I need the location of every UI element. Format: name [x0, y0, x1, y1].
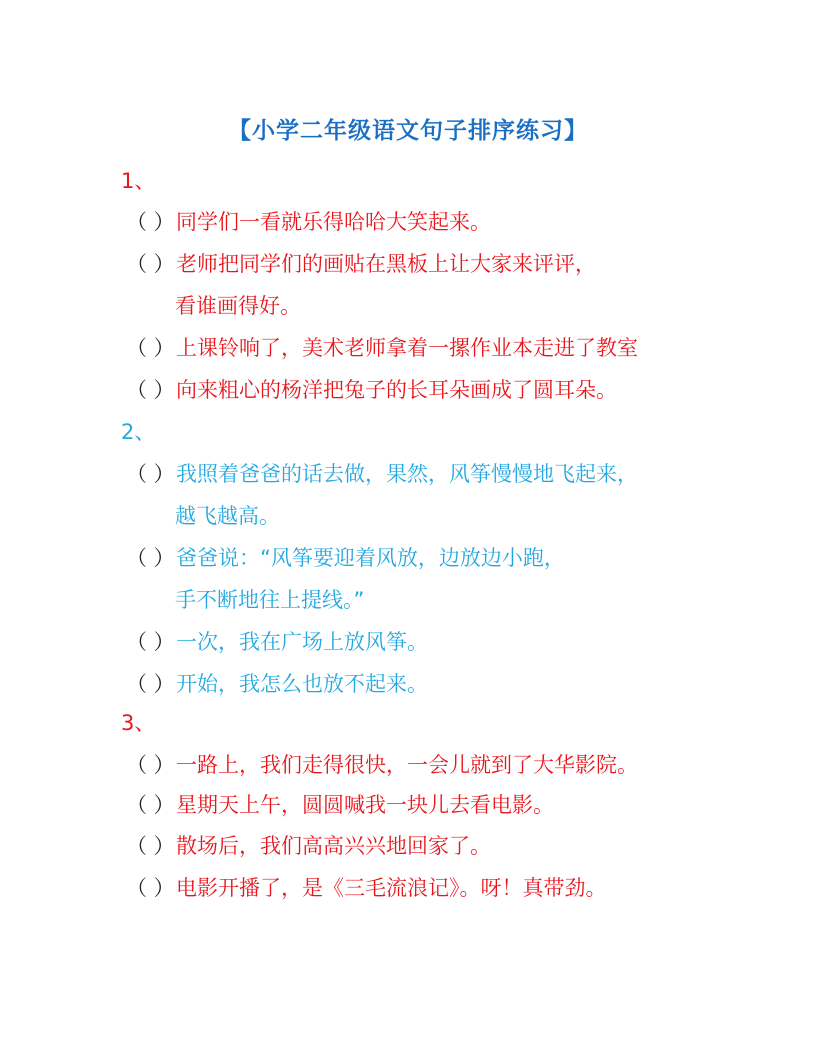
- sentence-text: 向来粗心的杨洋把兔子的长耳朵画成了圆耳朵。: [176, 378, 617, 402]
- sentence-text: 爸爸说：“风筝要迎着风放，边放边小跑，: [176, 546, 565, 570]
- section-number-1: 1、: [121, 169, 156, 193]
- answer-bracket[interactable]: （ ）: [126, 336, 175, 360]
- sentence-text: 一次，我在广场上放风筝。: [176, 630, 428, 654]
- section-number-3: 3、: [121, 711, 156, 735]
- answer-bracket[interactable]: （ ）: [126, 630, 175, 654]
- answer-bracket[interactable]: （ ）: [126, 462, 175, 486]
- list-item: [126, 628, 428, 656]
- answer-bracket[interactable]: （ ）: [126, 210, 175, 234]
- list-item: [126, 334, 638, 362]
- sentence-continuation: 越飞越高。: [175, 504, 280, 528]
- answer-bracket[interactable]: （ ）: [126, 546, 175, 570]
- list-item: [126, 544, 565, 572]
- list-item: [126, 874, 607, 902]
- sentence-text: 我照着爸爸的话去做，果然，风筝慢慢地飞起来，: [176, 462, 638, 486]
- answer-bracket[interactable]: （ ）: [126, 876, 175, 900]
- sentence-continuation: 看谁画得好。: [175, 294, 301, 318]
- sentence-text: 老师把同学们的画贴在黑板上让大家来评评，: [176, 252, 596, 276]
- answer-bracket[interactable]: （ ）: [126, 834, 175, 858]
- answer-bracket[interactable]: （ ）: [126, 252, 175, 276]
- list-item: [126, 832, 491, 860]
- section-number-2: 2、: [121, 420, 156, 444]
- sentence-text: 同学们一看就乐得哈哈大笑起来。: [176, 210, 491, 234]
- list-item: [126, 460, 638, 488]
- list-item: [126, 670, 428, 698]
- answer-bracket[interactable]: （ ）: [126, 672, 175, 696]
- list-item: [126, 250, 596, 278]
- sentence-text: 上课铃响了，美术老师拿着一摞作业本走进了教室: [176, 336, 638, 360]
- sentence-text: 开始，我怎么也放不起来。: [176, 672, 428, 696]
- page-title: 【小学二年级语文句子排序练习】: [228, 118, 588, 144]
- answer-bracket[interactable]: （ ）: [126, 793, 175, 817]
- list-item: [126, 376, 617, 404]
- list-item: [126, 791, 554, 819]
- sentence-text: 星期天上午，圆圆喊我一块儿去看电影。: [176, 793, 554, 817]
- sentence-continuation: 手不断地往上提线。”: [175, 588, 365, 612]
- sentence-text: 一路上，我们走得很快，一会儿就到了大华影院。: [176, 753, 638, 777]
- answer-bracket[interactable]: （ ）: [126, 753, 175, 777]
- list-item: [126, 208, 491, 236]
- sentence-text: 散场后，我们高高兴兴地回家了。: [176, 834, 491, 858]
- list-item: [126, 751, 638, 779]
- answer-bracket[interactable]: （ ）: [126, 378, 175, 402]
- sentence-text: 电影开播了，是《三毛流浪记》。呀！真带劲。: [176, 876, 607, 900]
